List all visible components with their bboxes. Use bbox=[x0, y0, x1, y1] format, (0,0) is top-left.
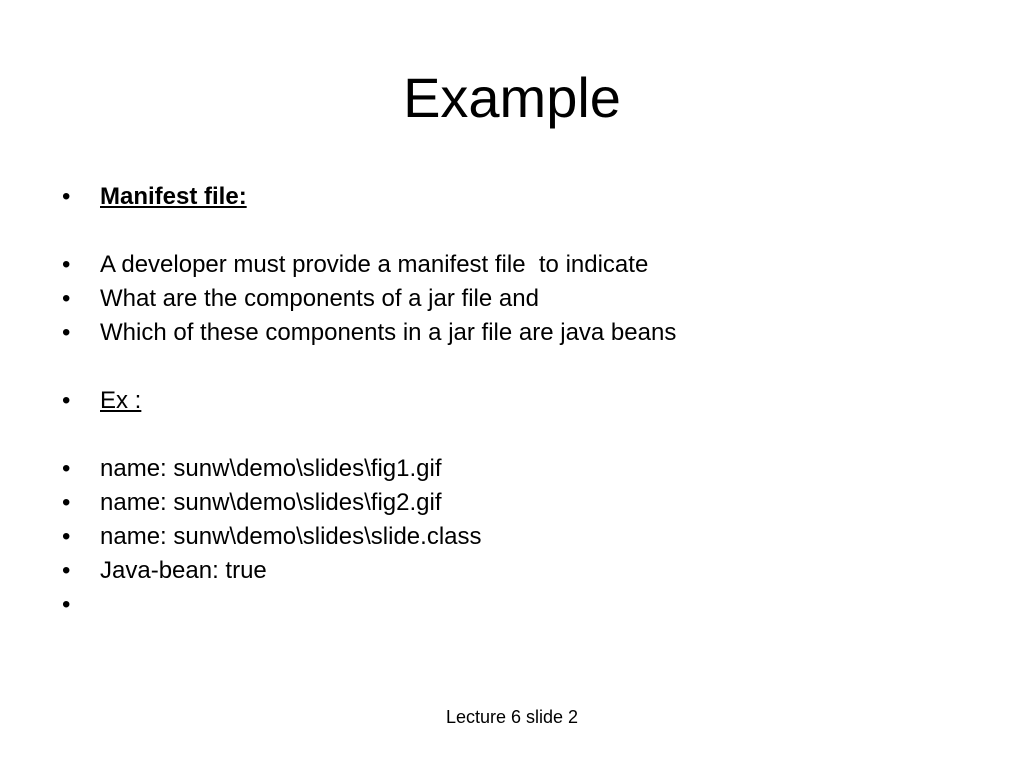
slide-title: Example bbox=[403, 66, 621, 129]
bullet-text: name: sunw\demo\slides\fig1.gif bbox=[100, 455, 442, 482]
bullet-glyph: • bbox=[62, 285, 71, 312]
bullet-glyph: • bbox=[62, 183, 71, 210]
bullet-text: Which of these components in a jar file are java beans bbox=[100, 319, 677, 346]
bullet-glyph: • bbox=[62, 591, 71, 618]
bullet-glyph: • bbox=[62, 319, 71, 346]
bullet-glyph: • bbox=[62, 387, 71, 414]
bullet-text: What are the components of a jar file and bbox=[100, 285, 539, 312]
bullet-text: Java-bean: true bbox=[100, 557, 267, 584]
slide-footer: Lecture 6 slide 2 bbox=[445, 707, 579, 727]
bullet-glyph: • bbox=[62, 251, 71, 278]
bullet-glyph: • bbox=[62, 523, 71, 550]
bullet-text: name: sunw\demo\slides\slide.class bbox=[100, 523, 482, 550]
bullet-glyph: • bbox=[62, 455, 71, 482]
bullet-glyph: • bbox=[62, 489, 71, 516]
bullet-glyph: • bbox=[62, 557, 71, 584]
bullet-text: Ex : bbox=[100, 387, 142, 414]
bullet-text: Manifest file: bbox=[100, 183, 247, 210]
bullet-text: name: sunw\demo\slides\fig2.gif bbox=[100, 489, 442, 516]
bullet-text: A developer must provide a manifest file to indicate bbox=[100, 251, 649, 278]
